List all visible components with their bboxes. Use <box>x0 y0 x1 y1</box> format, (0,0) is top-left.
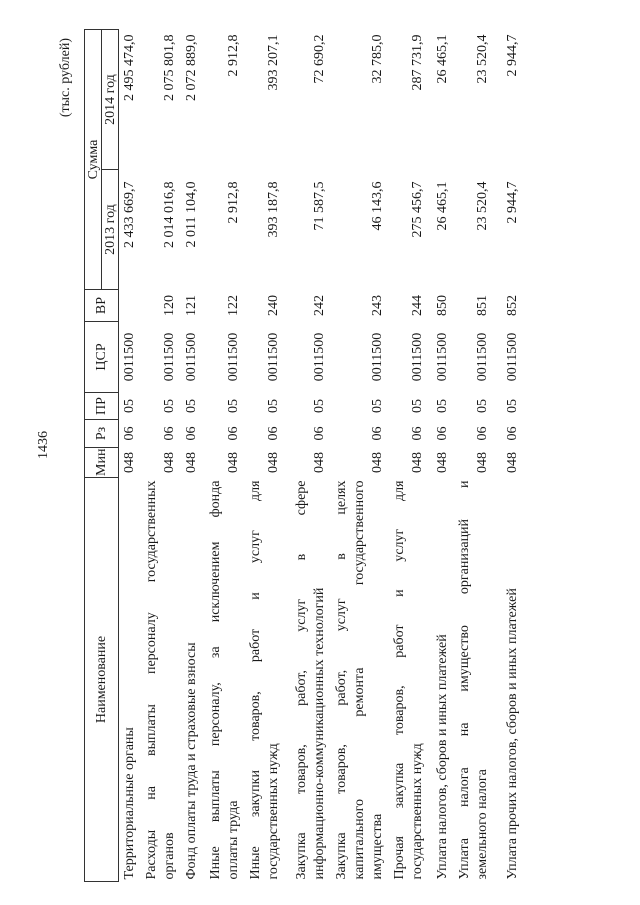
min-code: 048 <box>312 452 327 473</box>
amount-2014: 2 075 801,8 <box>162 34 177 101</box>
item-name-line: Закупка товаров, работ, услуг в целях <box>334 480 349 880</box>
min-code: 048 <box>475 452 490 473</box>
vr-code: 121 <box>184 295 199 316</box>
rz-code: 06 <box>370 426 385 441</box>
table-row <box>285 30 331 882</box>
pr-code: 05 <box>410 399 425 413</box>
amount-2013: 2 011 104,0 <box>184 181 199 248</box>
rz-code: 06 <box>312 426 327 441</box>
pr-code: 05 <box>312 399 327 413</box>
page-number: 1436 <box>36 431 51 459</box>
rz-code: 06 <box>226 426 241 441</box>
csr-code: 0011500 <box>266 332 281 382</box>
amount-2013: 26 465,1 <box>435 181 450 231</box>
table-row <box>429 30 454 882</box>
amount-2014: 23 520,4 <box>475 34 490 84</box>
amount-2014: 2 912,8 <box>226 34 241 77</box>
table-row <box>141 30 181 882</box>
table-row <box>494 30 524 882</box>
item-name-cell <box>331 478 389 882</box>
rz-code: 06 <box>505 426 520 441</box>
header-name: Наименование <box>85 478 119 882</box>
item-name-cell <box>203 478 245 882</box>
pr-code: 05 <box>162 399 177 413</box>
amount-2013: 71 587,5 <box>312 181 327 231</box>
units-label: (тыс. рублей) <box>58 38 73 118</box>
table-row <box>245 30 285 882</box>
amount-2013: 393 187,8 <box>266 181 281 238</box>
item-name-line: Закупка товаров, работ, услуг в сфере <box>294 480 309 880</box>
item-name-line: Фонд оплаты труда и страховые взносы <box>184 642 199 880</box>
item-name-line: государственных нужд <box>266 743 281 880</box>
rz-code: 06 <box>475 426 490 441</box>
rz-code: 06 <box>435 426 450 441</box>
header-year-2013: 2013 год <box>102 170 119 290</box>
min-code: 048 <box>266 452 281 473</box>
amount-2013: 23 520,4 <box>475 181 490 231</box>
item-name-cell <box>389 478 429 882</box>
vr-code: 120 <box>162 295 177 316</box>
item-name-cell <box>285 478 331 882</box>
csr-code: 0011500 <box>312 332 327 382</box>
amount-2014: 287 731,9 <box>410 34 425 91</box>
csr-code: 0011500 <box>475 332 490 382</box>
pr-code: 05 <box>475 399 490 413</box>
amount-2013: 2 944,7 <box>505 181 520 224</box>
budget-table <box>84 29 524 882</box>
item-name-line: оплаты труда <box>226 800 241 880</box>
amount-2013: 2 433 669,7 <box>122 181 137 248</box>
table-row <box>119 30 142 882</box>
pr-code: 05 <box>226 399 241 413</box>
table-header <box>85 30 119 882</box>
rz-code: 06 <box>266 426 281 441</box>
pr-code: 05 <box>184 399 199 413</box>
amount-2014: 32 785,0 <box>370 34 385 84</box>
vr-code: 122 <box>226 295 241 316</box>
amount-2014: 26 465,1 <box>435 34 450 84</box>
item-name-line: Иные выплаты персоналу, за исключением фонда <box>208 480 223 880</box>
min-code: 048 <box>435 452 450 473</box>
min-code: 048 <box>505 452 520 473</box>
item-name-line: Уплата прочих налогов, сборов и иных платежей <box>505 588 520 880</box>
pr-code: 05 <box>370 399 385 413</box>
csr-code: 0011500 <box>435 332 450 382</box>
min-code: 048 <box>370 452 385 473</box>
item-name-line: Территориальные органы <box>122 727 137 880</box>
item-name-cell <box>141 478 181 882</box>
min-code: 048 <box>184 452 199 473</box>
item-name-line: имущества <box>370 813 385 880</box>
table-row <box>389 30 429 882</box>
min-code: 048 <box>122 452 137 473</box>
vr-code <box>119 290 142 322</box>
item-name-cell <box>119 478 142 882</box>
amount-2013: 2 014 016,8 <box>162 181 177 248</box>
amount-2014: 2 944,7 <box>505 34 520 77</box>
csr-code: 0011500 <box>226 332 241 382</box>
header-csr: ЦСР <box>85 322 119 393</box>
header-vr: ВР <box>85 290 119 322</box>
vr-code: 852 <box>505 295 520 316</box>
item-name-line: государственных нужд <box>410 743 425 880</box>
item-name-line: Иные закупки товаров, работ и услуг для <box>248 480 263 880</box>
pr-code: 05 <box>505 399 520 413</box>
header-sum: Сумма <box>85 30 102 290</box>
vr-code: 851 <box>475 295 490 316</box>
csr-code: 0011500 <box>505 332 520 382</box>
amount-2014: 393 207,1 <box>266 34 281 91</box>
item-name-cell <box>181 478 203 882</box>
csr-code: 0011500 <box>162 332 177 382</box>
csr-code: 0011500 <box>370 332 385 382</box>
table-row <box>181 30 203 882</box>
item-name-line: Прочая закупка товаров, работ и услуг для <box>392 480 407 880</box>
rz-code: 06 <box>122 426 137 441</box>
vr-code: 850 <box>435 295 450 316</box>
amount-2014: 2 072 889,0 <box>184 34 199 101</box>
amount-2013: 2 912,8 <box>226 181 241 224</box>
table-row <box>331 30 389 882</box>
csr-code: 0011500 <box>122 332 137 382</box>
header-rz: Рз <box>85 420 119 448</box>
item-name-line: Уплата налогов, сборов и иных платежей <box>435 634 450 880</box>
header-pr: ПР <box>85 393 119 420</box>
rz-code: 06 <box>162 426 177 441</box>
min-code: 048 <box>410 452 425 473</box>
item-name-line: Уплата налога на имущество организаций и <box>457 480 472 880</box>
item-name-line: земельного налога <box>475 769 490 880</box>
rz-code: 06 <box>184 426 199 441</box>
item-name-cell <box>494 478 524 882</box>
item-name-line: органов <box>162 832 177 880</box>
item-name-line: Расходы на выплаты персоналу государственных <box>144 480 159 880</box>
table-body <box>119 30 525 882</box>
amount-2014: 2 495 474,0 <box>122 34 137 101</box>
item-name-cell <box>454 478 494 882</box>
pr-code: 05 <box>266 399 281 413</box>
pr-code: 05 <box>122 399 137 413</box>
amount-2014: 72 690,2 <box>312 34 327 84</box>
min-code: 048 <box>162 452 177 473</box>
item-name-line: информационно-коммуникационных технологий <box>312 587 327 880</box>
pr-code: 05 <box>435 399 450 413</box>
item-name-cell <box>245 478 285 882</box>
vr-code: 240 <box>266 295 281 316</box>
csr-code: 0011500 <box>184 332 199 382</box>
csr-code: 0011500 <box>410 332 425 382</box>
header-year-2014: 2014 год <box>102 30 119 170</box>
vr-code: 242 <box>312 295 327 316</box>
min-code: 048 <box>226 452 241 473</box>
table-row <box>203 30 245 882</box>
vr-code: 244 <box>410 295 425 316</box>
header-min: Мин <box>85 448 119 478</box>
amount-2013: 46 143,6 <box>370 181 385 231</box>
rz-code: 06 <box>410 426 425 441</box>
amount-2013: 275 456,7 <box>410 181 425 238</box>
item-name-line: капитального ремонта государственного <box>352 480 367 880</box>
table-row <box>454 30 494 882</box>
vr-code: 243 <box>370 295 385 316</box>
item-name-cell <box>429 478 454 882</box>
header-row <box>85 30 102 882</box>
